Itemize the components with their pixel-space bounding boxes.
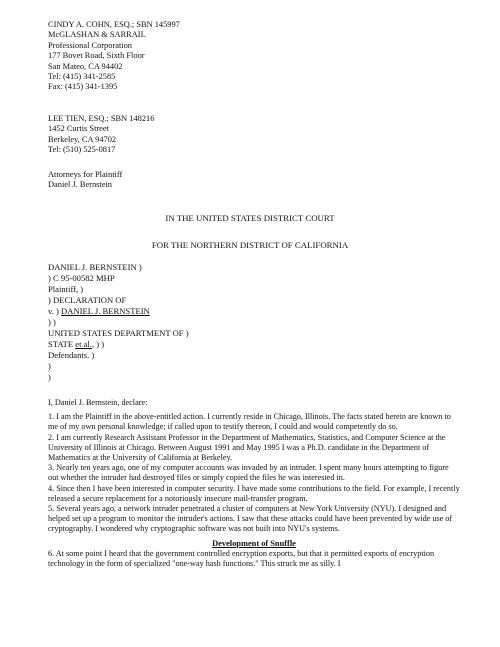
counsel2-line: LEE TIEN, ESQ.; SBN 148216	[48, 114, 155, 123]
declaration-paragraph: 5. Several years ago, a network intruder penetrated a cluster of computers at New York University (NYU). I designed and helped set up a program to monitor the intruder's actions. I saw that these attacks could have been prevented by wide use of cryptography. I wondered why cryptographic software was not built into NYU's systems.	[48, 504, 453, 534]
counsel1-line: Tel: (415) 341-2585	[48, 72, 116, 82]
counsel2-line: Berkeley, CA 94702	[48, 134, 117, 144]
caption-v-prefix: v. )	[48, 306, 62, 316]
counsel1-line: Fax: (415) 341-1395	[48, 82, 118, 92]
attorneys-line: Attorneys for Plaintiff	[48, 170, 123, 179]
caption-state-prefix: STATE	[48, 339, 76, 349]
caption-defendant: UNITED STATES DEPARTMENT OF )	[48, 328, 189, 338]
counsel1-line: CINDY A. COHN, ESQ.; SBN 145997	[48, 20, 180, 29]
caption-case-number: ) C 95-00582 MHP	[48, 273, 115, 283]
attorneys-block	[48, 170, 460, 191]
counsel2-block	[48, 114, 460, 156]
declaration-paragraph: 4. Since then I have been interested in computer security. I have made some contributions to the field. For example, I recently released a secure replacement for a notoriously insecure mail-transfer program.	[48, 483, 460, 503]
caption-declarant-name: DANIEL J. BERNSTEIN	[61, 306, 150, 316]
caption-declaration-of: ) DECLARATION OF	[48, 295, 127, 305]
caption-bar: )	[48, 361, 51, 371]
case-caption	[48, 262, 189, 383]
counsel2-line: Tel: (510) 525-0817	[48, 145, 116, 155]
caption-plaintiff: DANIEL J. BERNSTEIN )	[48, 262, 142, 272]
caption-state-suffix: , ) )	[91, 339, 105, 349]
declaration-intro: I, Daniel J. Bernstein, declare:	[48, 398, 148, 407]
caption-defendants-label: Defendants. )	[48, 350, 95, 360]
caption-state-line	[48, 339, 189, 350]
counsel2-line: 1452 Curtis Street	[48, 124, 109, 134]
declaration-paragraph: 3. Nearly ten years ago, one of my computer accounts was invaded by an intruder. I spent many hours attempting to figure out whether the intruder had destroyed files or simply copied the files he was interested in.	[48, 463, 449, 483]
attorneys-line: Daniel J. Bernstein	[48, 180, 112, 190]
caption-plaintiff-label: Plaintiff, )	[48, 284, 84, 294]
caption-bar: )	[48, 372, 51, 382]
declaration-body	[48, 398, 460, 569]
counsel1-line: McGLASHAN & SARRAIL	[48, 30, 146, 40]
declaration-paragraph: 1. I am the Plaintiff in the above-entitled action. I currently reside in Chicago, Illinois. The facts stated herein are known to me of my own personal knowledge; if called upon to testify thereon, I could and would competently do so.	[48, 412, 451, 432]
counsel1-line: San Mateo, CA 94402	[48, 61, 123, 71]
caption-v-line	[48, 306, 189, 317]
counsel1-line: 177 Bovet Road, Sixth Floor	[48, 51, 145, 61]
caption-bar: ) )	[48, 317, 56, 327]
counsel1-block	[48, 20, 460, 93]
caption-et-al: et al.	[75, 339, 92, 349]
court-title: IN THE UNITED STATES DISTRICT COURT	[165, 213, 335, 223]
court-district: FOR THE NORTHERN DISTRICT OF CALIFORNIA	[151, 240, 349, 250]
declaration-paragraph: 6. At some point I heard that the government controlled encryption exports, but that it permitted exports of encryption technology in the form of specialized "one-way hash functions." This struck me as silly. I	[48, 549, 435, 569]
section-heading: Development of Snuffle	[212, 538, 296, 548]
declaration-paragraph: 2. I am currently Research Assistant Professor in the Department of Mathematics, Statistics, and Computer Science at the University of Illinois at Chicago. Between August 1991 and May 1995 I was a Ph.D. candidate in the Department of Mathematics at the University of California at Berkeley.	[48, 432, 446, 463]
counsel1-line: Professional Corporation	[48, 40, 132, 50]
